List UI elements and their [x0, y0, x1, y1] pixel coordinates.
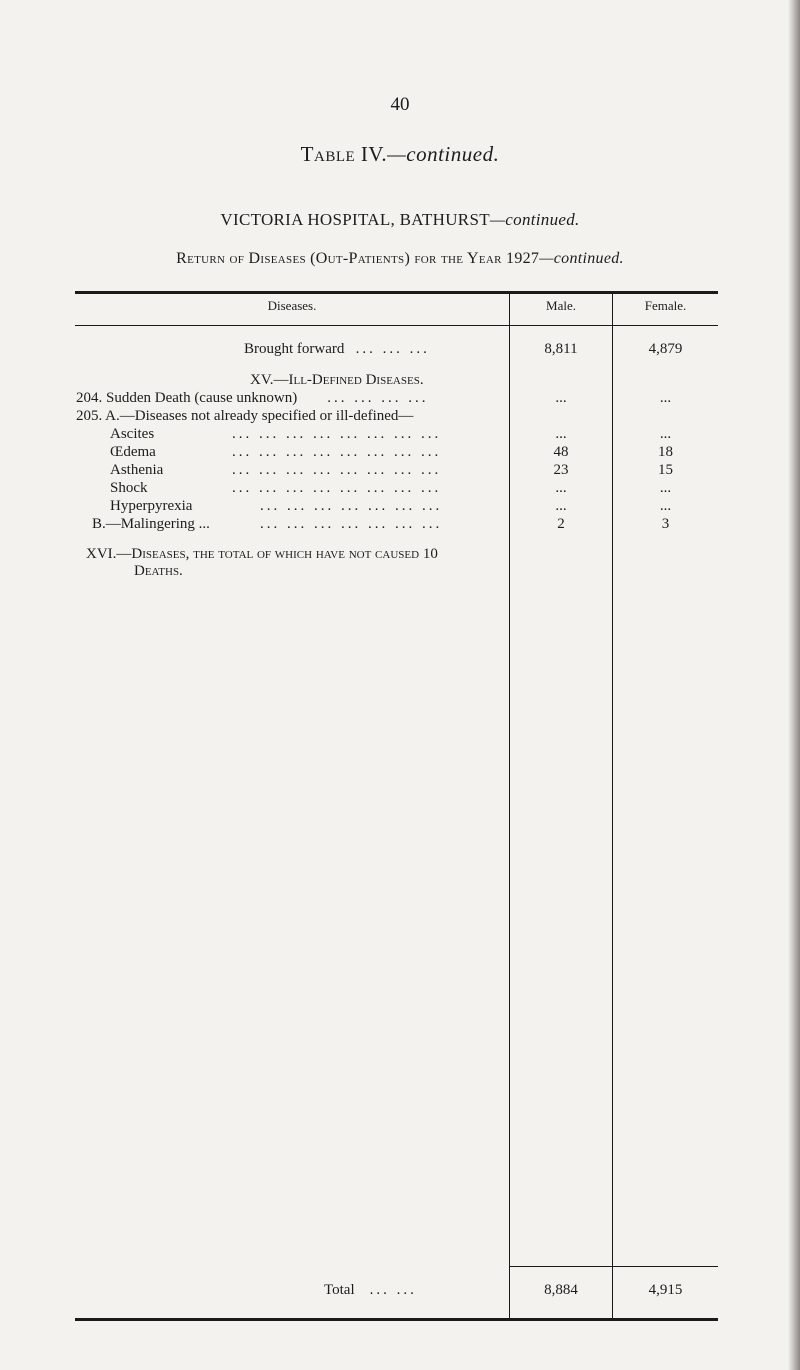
row-female-value: 18: [658, 444, 673, 460]
row-label: Ascites: [110, 426, 155, 442]
row-dots: ... ... ... ... ... ... ... ...: [232, 426, 442, 442]
brought-forward-dots: ... ... ...: [355, 341, 430, 357]
brought-forward-female: 4,879: [648, 341, 683, 357]
brought-forward-label: [244, 341, 430, 358]
row-male-value: 2: [557, 516, 565, 532]
row-label: Hyperpyrexia: [110, 498, 193, 514]
return-title: [0, 250, 800, 268]
table-title: [0, 142, 800, 167]
row-dots: ... ... ... ... ... ... ... ...: [232, 480, 442, 496]
row-label: 205. A.—Diseases not already specified or ill-defined—: [76, 408, 414, 424]
table-row: [92, 516, 210, 533]
hospital-suffix: —continued.: [489, 210, 580, 229]
table-row: [110, 462, 163, 479]
return-title-suffix: —continued.: [539, 250, 624, 267]
row-female-value: ...: [659, 480, 672, 496]
total-top-rule: [509, 1266, 718, 1267]
row-male-value: 23: [553, 462, 569, 478]
column-header-diseases: Diseases.: [267, 298, 317, 313]
row-label: Œdema: [110, 444, 156, 460]
total-dots: ... ...: [369, 1282, 417, 1298]
table-row: [110, 426, 154, 443]
table-row: [110, 480, 148, 497]
row-male-value: ...: [555, 426, 567, 442]
page-number: 40: [390, 94, 410, 115]
row-dots: ... ... ... ... ... ... ...: [260, 516, 443, 532]
table-row: [76, 390, 428, 407]
row-female-value: 15: [658, 462, 673, 478]
row-male-value: 48: [553, 444, 569, 460]
total-female: 4,915: [648, 1282, 683, 1298]
header-bottom-rule: [75, 325, 718, 326]
table-bottom-rule: [75, 1318, 718, 1321]
table-top-rule: [75, 291, 718, 294]
column-header-male: Male.: [546, 298, 576, 313]
brought-forward-male: 8,811: [544, 341, 578, 357]
page-edge-shadow: [788, 0, 800, 1370]
hospital-name: VICTORIA HOSPITAL, BATHURST: [220, 210, 490, 229]
row-dots: ... ... ... ... ... ... ... ...: [232, 462, 442, 478]
row-female-value: ...: [659, 426, 672, 442]
section-xvi-line1: XVI.—Diseases, the total of which have not caused 10: [86, 546, 438, 562]
row-female-value: 3: [661, 516, 670, 532]
return-title-main: Return of Diseases (Out-Patients) for the Year 1927: [176, 250, 540, 267]
brought-forward-text: Brought forward: [244, 341, 345, 357]
table-row: [110, 498, 192, 515]
table-row: [110, 444, 156, 461]
row-dots: ... ... ... ... ... ... ...: [260, 498, 443, 514]
total-male: 8,884: [544, 1282, 578, 1298]
section-xv-heading: XV.—Ill-Defined Diseases.: [250, 372, 424, 388]
row-dots: ... ... ... ... ... ... ... ...: [232, 444, 442, 460]
table-title-suffix: —continued.: [387, 142, 500, 166]
row-male-value: ...: [555, 480, 567, 496]
row-female-value: ...: [659, 390, 672, 406]
row-male-value: ...: [555, 390, 567, 406]
section-xvi-line2: Deaths.: [134, 563, 183, 579]
total-label: [324, 1282, 417, 1299]
table-title-main: Table IV.: [300, 142, 388, 166]
row-dots: ... ... ... ...: [327, 390, 429, 406]
row-label: Asthenia: [110, 462, 164, 478]
row-label: 204. Sudden Death (cause unknown): [76, 390, 298, 406]
row-label: B.—Malingering ...: [92, 516, 210, 532]
table-row: [76, 408, 413, 425]
hospital-title: [0, 210, 800, 230]
row-male-value: ...: [555, 498, 567, 514]
row-female-value: ...: [659, 498, 672, 514]
total-text: Total: [324, 1282, 355, 1298]
row-label: Shock: [110, 480, 148, 496]
column-header-female: Female.: [644, 298, 687, 313]
